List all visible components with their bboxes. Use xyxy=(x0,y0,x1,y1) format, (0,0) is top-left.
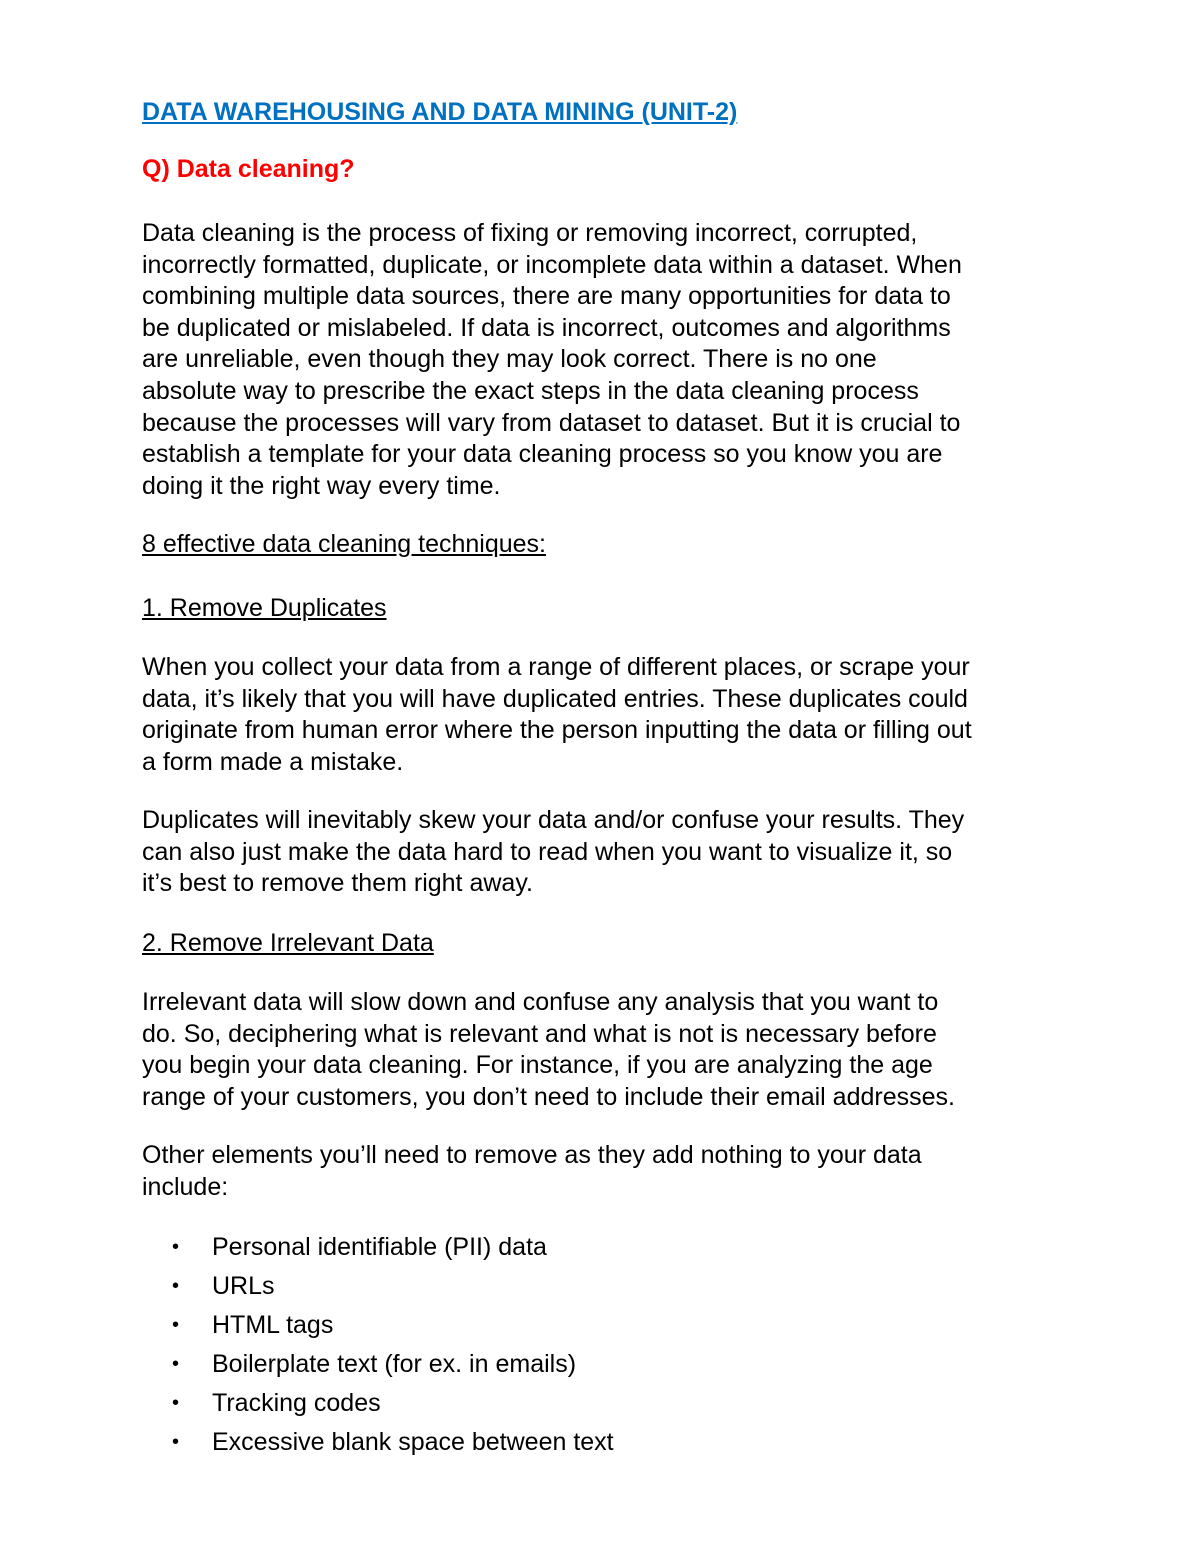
section-2-paragraph-1 xyxy=(142,987,955,1113)
section-1-heading: 1. Remove Duplicates xyxy=(142,594,387,622)
text-line: doing it the right way every time. xyxy=(142,471,501,500)
bullet-icon: • xyxy=(172,1392,180,1414)
list-item-text: Personal identifiable (PII) data xyxy=(212,1233,547,1261)
text-line: establish a template for your data cleaning process so you know you are xyxy=(142,440,943,469)
bullet-list xyxy=(172,1228,614,1462)
text-line: because the processes will vary from dataset to dataset. But it is crucial to xyxy=(142,408,961,437)
text-line: incorrectly formatted, duplicate, or incomplete data within a dataset. When xyxy=(142,250,962,279)
section-1-paragraph-2 xyxy=(142,805,964,900)
list-item-text: HTML tags xyxy=(212,1311,334,1339)
text-line: range of your customers, you don’t need to include their email addresses. xyxy=(142,1082,955,1111)
text-line: Data cleaning is the process of fixing or removing incorrect, corrupted, xyxy=(142,219,918,247)
bullet-icon: • xyxy=(172,1275,180,1297)
text-line: can also just make the data hard to read when you want to visualize it, so xyxy=(142,837,953,866)
text-line: originate from human error where the person inputting the data or filling out xyxy=(142,716,972,745)
list-item xyxy=(172,1267,614,1306)
list-item-text: Tracking codes xyxy=(212,1389,381,1417)
text-line: data, it’s likely that you will have duplicated entries. These duplicates could xyxy=(142,684,968,713)
text-line: Irrelevant data will slow down and confuse any analysis that you want to xyxy=(142,988,939,1016)
list-item xyxy=(172,1306,614,1345)
list-item xyxy=(172,1423,614,1462)
text-line: include: xyxy=(142,1172,229,1201)
text-line: you begin your data cleaning. For instance, if you are analyzing the age xyxy=(142,1051,933,1080)
text-line: Other elements you’ll need to remove as they add nothing to your data xyxy=(142,1141,922,1169)
bullet-icon: • xyxy=(172,1236,180,1258)
list-item xyxy=(172,1384,614,1423)
bullet-icon: • xyxy=(172,1431,180,1453)
list-item xyxy=(172,1228,614,1267)
document-title: DATA WAREHOUSING AND DATA MINING (UNIT-2) xyxy=(142,98,738,126)
list-item-text: Excessive blank space between text xyxy=(212,1428,614,1456)
text-line: be duplicated or mislabeled. If data is incorrect, outcomes and algorithms xyxy=(142,313,951,342)
list-item-text: Boilerplate text (for ex. in emails) xyxy=(212,1350,577,1378)
list-item-text: URLs xyxy=(212,1272,275,1300)
bullet-icon: • xyxy=(172,1314,180,1336)
text-line: a form made a mistake. xyxy=(142,747,404,776)
text-line: absolute way to prescribe the exact steps in the data cleaning process xyxy=(142,376,919,405)
techniques-heading: 8 effective data cleaning techniques: xyxy=(142,530,546,558)
text-line: are unreliable, even though they may look correct. There is no one xyxy=(142,345,877,374)
text-line: combining multiple data sources, there are many opportunities for data to xyxy=(142,282,951,311)
text-line: When you collect your data from a range of different places, or scrape your xyxy=(142,653,970,681)
section-1-paragraph-1 xyxy=(142,652,972,778)
intro-paragraph xyxy=(142,218,962,502)
list-item xyxy=(172,1345,614,1384)
section-2-heading: 2. Remove Irrelevant Data xyxy=(142,929,434,957)
section-2-paragraph-2 xyxy=(142,1140,922,1203)
text-line: it’s best to remove them right away. xyxy=(142,869,533,898)
bullet-icon: • xyxy=(172,1353,180,1375)
text-line: do. So, deciphering what is relevant and what is not is necessary before xyxy=(142,1019,937,1048)
question-heading: Q) Data cleaning? xyxy=(142,155,355,183)
text-line: Duplicates will inevitably skew your data and/or confuse your results. They xyxy=(142,806,965,834)
